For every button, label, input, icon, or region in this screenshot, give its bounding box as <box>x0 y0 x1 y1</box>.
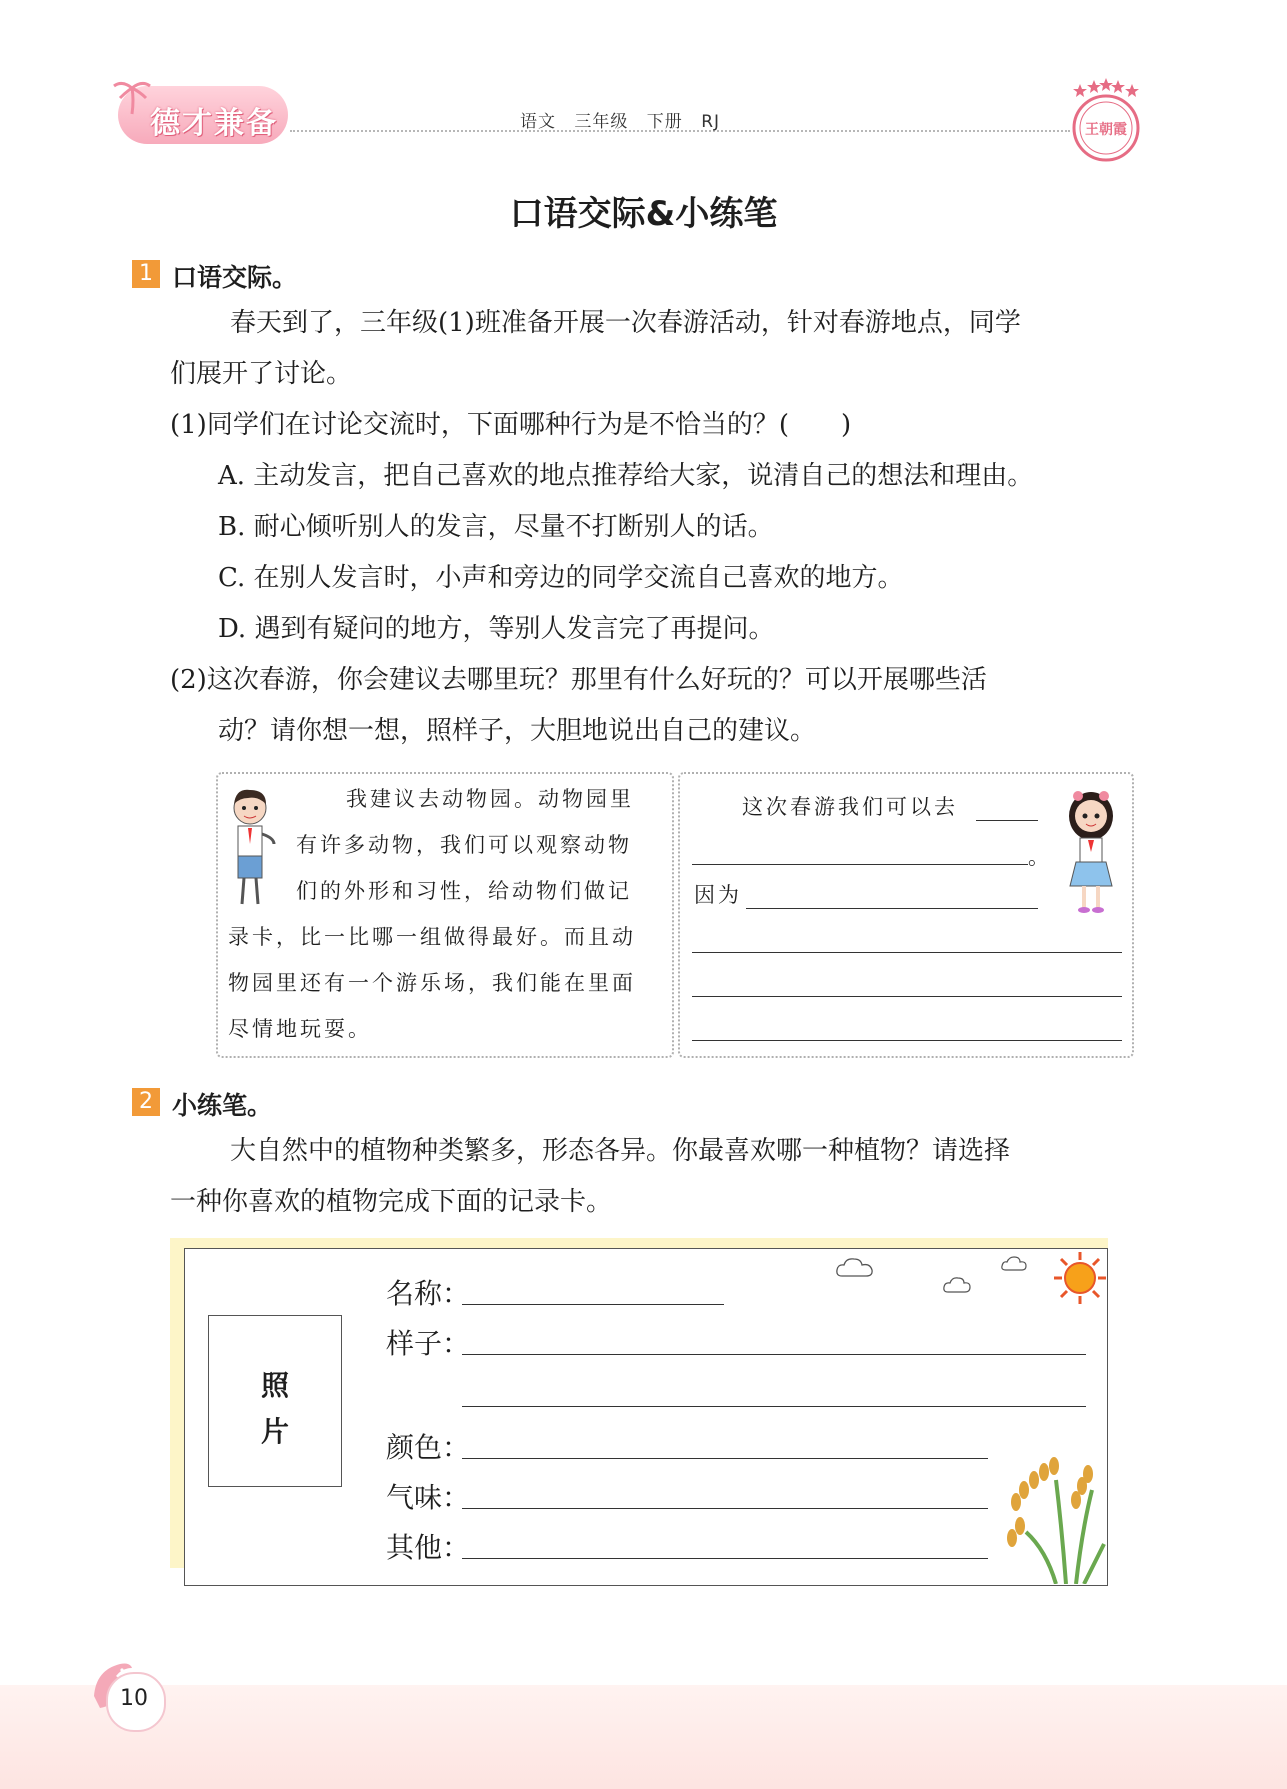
card-line-color[interactable] <box>462 1458 988 1459</box>
photo-label-char-1: 照 <box>260 1369 289 1402</box>
option-a: A. 主动发言，把自己喜欢的地点推荐给大家，说清自己的想法和理由。 <box>218 461 1034 491</box>
answer-because: 因为 <box>694 883 742 907</box>
header-subject: 语文 三年级 下册 RJ <box>520 112 721 132</box>
option-c: C. 在别人发言时，小声和旁边的同学交流自己喜欢的地方。 <box>218 563 904 593</box>
answer-prompt: 这次春游我们可以去 <box>742 795 958 819</box>
card-line-name[interactable] <box>462 1304 724 1305</box>
logo-text: 德才兼备 <box>150 106 278 141</box>
girl-illustration-icon <box>1058 786 1124 918</box>
section-1-title: 口语交际。 <box>172 263 298 292</box>
answer-period: 。 <box>1028 845 1052 869</box>
card-label-color: 颜色： <box>386 1431 471 1464</box>
cloud-icon <box>834 1254 876 1280</box>
answer-line-place[interactable] <box>976 820 1038 821</box>
answer-line-reason-4[interactable] <box>692 1040 1122 1041</box>
card-label-look: 样子： <box>386 1327 471 1360</box>
page-title: 口语交际&小练笔 <box>509 194 778 234</box>
footer-band <box>0 1685 1287 1789</box>
answer-line-place-2[interactable] <box>692 864 1028 865</box>
card-label-other: 其他： <box>386 1531 471 1564</box>
section-2-title: 小练笔。 <box>172 1091 273 1120</box>
question-1: (1)同学们在讨论交流时，下面哪种行为是不恰当的？( ) <box>170 410 852 440</box>
section-1-intro-line1: 春天到了，三年级(1)班准备开展一次春游活动，针对春游地点，同学 <box>230 308 1021 338</box>
answer-line-reason-3[interactable] <box>692 996 1122 997</box>
section-2-intro-line1: 大自然中的植物种类繁多，形态各异。你最喜欢哪一种植物？请选择 <box>230 1136 1011 1166</box>
card-line-look-1[interactable] <box>462 1354 1086 1355</box>
palm-tree-icon <box>112 76 152 116</box>
rice-plant-icon <box>996 1440 1106 1584</box>
card-line-other[interactable] <box>462 1558 988 1559</box>
option-b: B. 耐心倾听别人的发言，尽量不打断别人的话。 <box>218 512 774 542</box>
card-line-smell[interactable] <box>462 1508 988 1509</box>
card-line-look-2[interactable] <box>462 1406 1086 1407</box>
section-1-number: 1 <box>132 260 160 288</box>
question-2-line2: 动？请你想一想，照样子，大胆地说出自己的建议。 <box>218 716 817 746</box>
example-line-3: 们的外形和习性，给动物们做记 <box>296 879 632 903</box>
section-1-intro-line2: 们展开了讨论。 <box>170 359 353 389</box>
example-line-5: 物园里还有一个游乐场，我们能在里面 <box>228 971 636 995</box>
cloud-icon <box>1000 1254 1028 1274</box>
example-line-6: 尽情地玩耍。 <box>228 1017 372 1041</box>
example-line-1: 我建议去动物园。动物园里 <box>346 787 634 811</box>
cloud-icon <box>942 1274 972 1296</box>
section-2-intro-line2: 一种你喜欢的植物完成下面的记录卡。 <box>170 1187 613 1217</box>
card-label-smell: 气味： <box>386 1481 471 1514</box>
answer-line-reason-2[interactable] <box>692 952 1122 953</box>
option-d: D. 遇到有疑问的地方，等别人发言完了再提问。 <box>218 614 775 644</box>
photo-label-char-2: 片 <box>260 1415 289 1448</box>
boy-illustration-icon <box>222 786 282 914</box>
answer-line-reason-1[interactable] <box>746 908 1038 909</box>
card-label-name: 名称： <box>386 1277 471 1310</box>
example-line-4: 录卡，比一比哪一组做得最好。而且动 <box>228 925 636 949</box>
page-number: 10 <box>120 1686 148 1711</box>
sun-icon <box>1052 1250 1108 1306</box>
example-line-2: 有许多动物，我们可以观察动物 <box>296 833 632 857</box>
section-2-number: 2 <box>132 1088 160 1116</box>
brand-seal-text: 王朝霞 <box>1085 122 1127 138</box>
photo-box[interactable] <box>208 1315 342 1487</box>
question-2-line1: (2)这次春游，你会建议去哪里玩？那里有什么好玩的？可以开展哪些活 <box>170 665 987 695</box>
